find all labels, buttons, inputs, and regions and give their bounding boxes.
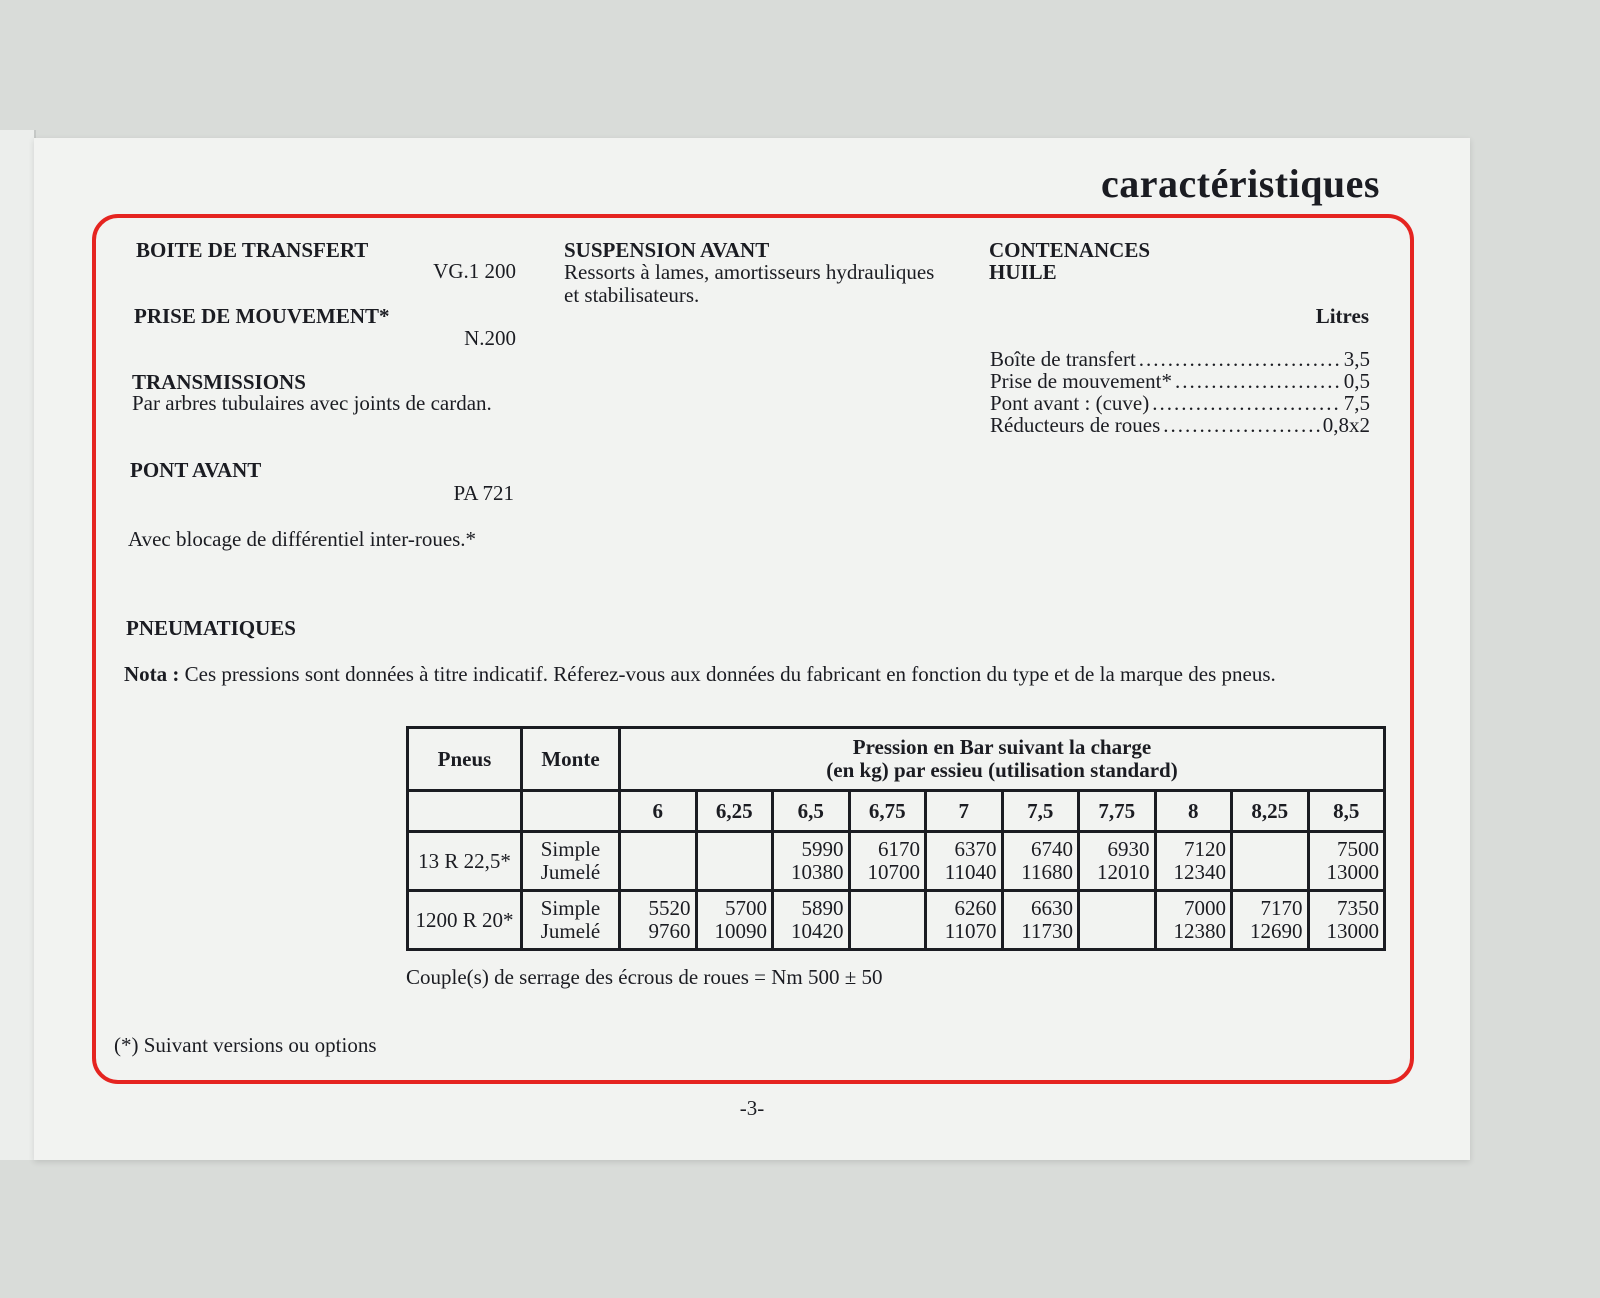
transmissions-heading: TRANSMISSIONS bbox=[132, 370, 306, 394]
monte-jumele: Jumelé bbox=[540, 919, 601, 943]
load-cell bbox=[926, 891, 1003, 950]
pression-line1: Pression en Bar suivant la charge bbox=[852, 735, 1152, 759]
load-simple: 5520 bbox=[648, 896, 691, 920]
content-frame bbox=[92, 214, 1414, 1084]
capacity-row bbox=[990, 392, 1370, 414]
nota-text: Ces pressions sont données à titre indicatif. Réferez-vous aux données du fabricant en fonction du type et de la marque des pneus. bbox=[184, 662, 1276, 686]
load-cell bbox=[620, 891, 697, 950]
pont-avant-note: Avec blocage de différentiel inter-roues.* bbox=[128, 527, 477, 551]
nota-label: Nota : bbox=[124, 662, 180, 686]
load-cell bbox=[1002, 891, 1079, 950]
load-cell bbox=[926, 832, 1003, 891]
load-simple: 6630 bbox=[1031, 896, 1073, 920]
leader-dots bbox=[1163, 414, 1319, 436]
load-jumele: 12340 bbox=[1173, 860, 1226, 884]
capacity-row bbox=[990, 348, 1370, 370]
monte-cell bbox=[522, 832, 620, 891]
load-jumele: 13000 bbox=[1326, 919, 1379, 943]
load-simple: 5890 bbox=[801, 896, 844, 920]
monte-cell bbox=[522, 891, 620, 950]
capacity-label: Prise de mouvement* bbox=[990, 369, 1172, 393]
load-simple: 7350 bbox=[1337, 896, 1379, 920]
nota-paragraph bbox=[124, 663, 1384, 686]
huile-heading: HUILE bbox=[989, 260, 1057, 284]
load-cell bbox=[1232, 891, 1309, 950]
load-jumele: 10380 bbox=[791, 860, 844, 884]
load-cell bbox=[849, 891, 926, 950]
previous-page-edge bbox=[0, 130, 36, 1160]
load-jumele: 11070 bbox=[944, 919, 997, 943]
load-cell bbox=[849, 832, 926, 891]
load-cell bbox=[620, 832, 697, 891]
leader-dots bbox=[1175, 370, 1341, 392]
page-number: -3- bbox=[739, 1096, 765, 1120]
monte-simple: Simple bbox=[540, 896, 601, 920]
load-simple: 7170 bbox=[1260, 896, 1303, 920]
footnote: (*) Suivant versions ou options bbox=[114, 1033, 377, 1057]
load-jumele: 13000 bbox=[1326, 860, 1379, 884]
load-jumele: 12380 bbox=[1173, 919, 1226, 943]
load-jumele: 12690 bbox=[1250, 919, 1303, 943]
load-simple: 6260 bbox=[954, 896, 997, 920]
load-simple: 6930 bbox=[1107, 837, 1150, 861]
monte-simple: Simple bbox=[540, 837, 601, 861]
load-simple: 6370 bbox=[954, 837, 997, 861]
empty-cell bbox=[522, 791, 620, 832]
capacity-value: 3,5 bbox=[1343, 347, 1370, 371]
load-simple: 5990 bbox=[801, 837, 844, 861]
leader-dots bbox=[1152, 392, 1341, 414]
pneu-cell: 13 R 22,5* bbox=[408, 832, 522, 891]
load-cell bbox=[773, 832, 850, 891]
table-row bbox=[408, 832, 1385, 891]
contenances-heading: CONTENANCES bbox=[989, 238, 1151, 262]
prise-mouvement-heading: PRISE DE MOUVEMENT* bbox=[134, 304, 390, 328]
page-title: caractéristiques bbox=[1100, 161, 1380, 206]
load-simple: 6170 bbox=[878, 837, 920, 861]
empty-cell bbox=[408, 791, 522, 832]
capacity-label: Pont avant : (cuve) bbox=[990, 391, 1150, 415]
capacity-list bbox=[990, 348, 1370, 436]
load-simple: 6740 bbox=[1031, 837, 1073, 861]
pressure-cell: 7,5 bbox=[1002, 791, 1079, 832]
monte-jumele: Jumelé bbox=[540, 860, 601, 884]
capacity-value: 0,8x2 bbox=[1322, 413, 1370, 437]
load-cell bbox=[1232, 832, 1309, 891]
transmissions-text: Par arbres tubulaires avec joints de cardan. bbox=[132, 391, 492, 415]
load-cell bbox=[696, 832, 773, 891]
litres-label: Litres bbox=[1315, 304, 1369, 328]
torque-note: Couple(s) de serrage des écrous de roues = Nm 500 ± 50 bbox=[406, 965, 883, 989]
manual-page bbox=[34, 138, 1470, 1160]
col-header-pneus: Pneus bbox=[408, 728, 522, 791]
pont-avant-heading: PONT AVANT bbox=[130, 458, 262, 482]
load-simple: 5700 bbox=[725, 896, 767, 920]
boite-transfert-heading: BOITE DE TRANSFERT bbox=[136, 238, 369, 262]
pneumatiques-heading: PNEUMATIQUES bbox=[126, 616, 296, 640]
load-cell bbox=[1002, 832, 1079, 891]
capacity-row bbox=[990, 414, 1370, 436]
load-jumele: 11680 bbox=[1021, 860, 1073, 884]
pressure-cell: 7,75 bbox=[1079, 791, 1156, 832]
pressure-cell: 7 bbox=[926, 791, 1003, 832]
load-simple: 7000 bbox=[1184, 896, 1226, 920]
col-header-pression bbox=[620, 728, 1385, 791]
capacity-row bbox=[990, 370, 1370, 392]
load-jumele: 10090 bbox=[714, 919, 767, 943]
pneu-cell: 1200 R 20* bbox=[408, 891, 522, 950]
load-cell bbox=[773, 891, 850, 950]
pressure-cell: 8 bbox=[1155, 791, 1232, 832]
boite-transfert-value: VG.1 200 bbox=[433, 259, 516, 283]
load-cell bbox=[1308, 891, 1385, 950]
pressure-cell: 6 bbox=[620, 791, 697, 832]
suspension-heading: SUSPENSION AVANT bbox=[564, 238, 770, 262]
load-simple: 7500 bbox=[1337, 837, 1379, 861]
capacity-label: Réducteurs de roues bbox=[990, 413, 1161, 437]
pressure-cell: 6,5 bbox=[773, 791, 850, 832]
capacity-label: Boîte de transfert bbox=[990, 347, 1136, 371]
pressure-cell: 8,25 bbox=[1232, 791, 1309, 832]
leader-dots bbox=[1139, 348, 1341, 370]
pressure-cell: 8,5 bbox=[1308, 791, 1385, 832]
tyre-pressure-table bbox=[406, 726, 1386, 951]
load-cell bbox=[1155, 891, 1232, 950]
prise-mouvement-value: N.200 bbox=[464, 326, 516, 350]
pressure-cell: 6,25 bbox=[696, 791, 773, 832]
capacity-value: 0,5 bbox=[1343, 369, 1370, 393]
col-header-monte: Monte bbox=[522, 728, 620, 791]
table-row bbox=[408, 891, 1385, 950]
load-cell bbox=[696, 891, 773, 950]
load-cell bbox=[1079, 891, 1156, 950]
load-cell bbox=[1155, 832, 1232, 891]
suspension-text: Ressorts à lames, amortisseurs hydrauliques et stabilisateurs. bbox=[564, 260, 935, 307]
load-cell bbox=[1079, 832, 1156, 891]
capacity-value: 7,5 bbox=[1343, 391, 1370, 415]
pressure-cell: 6,75 bbox=[849, 791, 926, 832]
load-jumele: 11040 bbox=[944, 860, 997, 884]
load-cell bbox=[1308, 832, 1385, 891]
pressure-values-row bbox=[408, 791, 1385, 832]
pression-line2: (en kg) par essieu (utilisation standard) bbox=[826, 758, 1178, 782]
load-jumele: 11730 bbox=[1021, 919, 1073, 943]
load-jumele: 10420 bbox=[791, 919, 844, 943]
pont-avant-value: PA 721 bbox=[453, 481, 514, 505]
load-jumele: 12010 bbox=[1097, 860, 1150, 884]
load-jumele: 9760 bbox=[648, 919, 691, 943]
load-jumele: 10700 bbox=[867, 860, 920, 884]
table-header-row bbox=[408, 728, 1385, 791]
load-simple: 7120 bbox=[1184, 837, 1226, 861]
